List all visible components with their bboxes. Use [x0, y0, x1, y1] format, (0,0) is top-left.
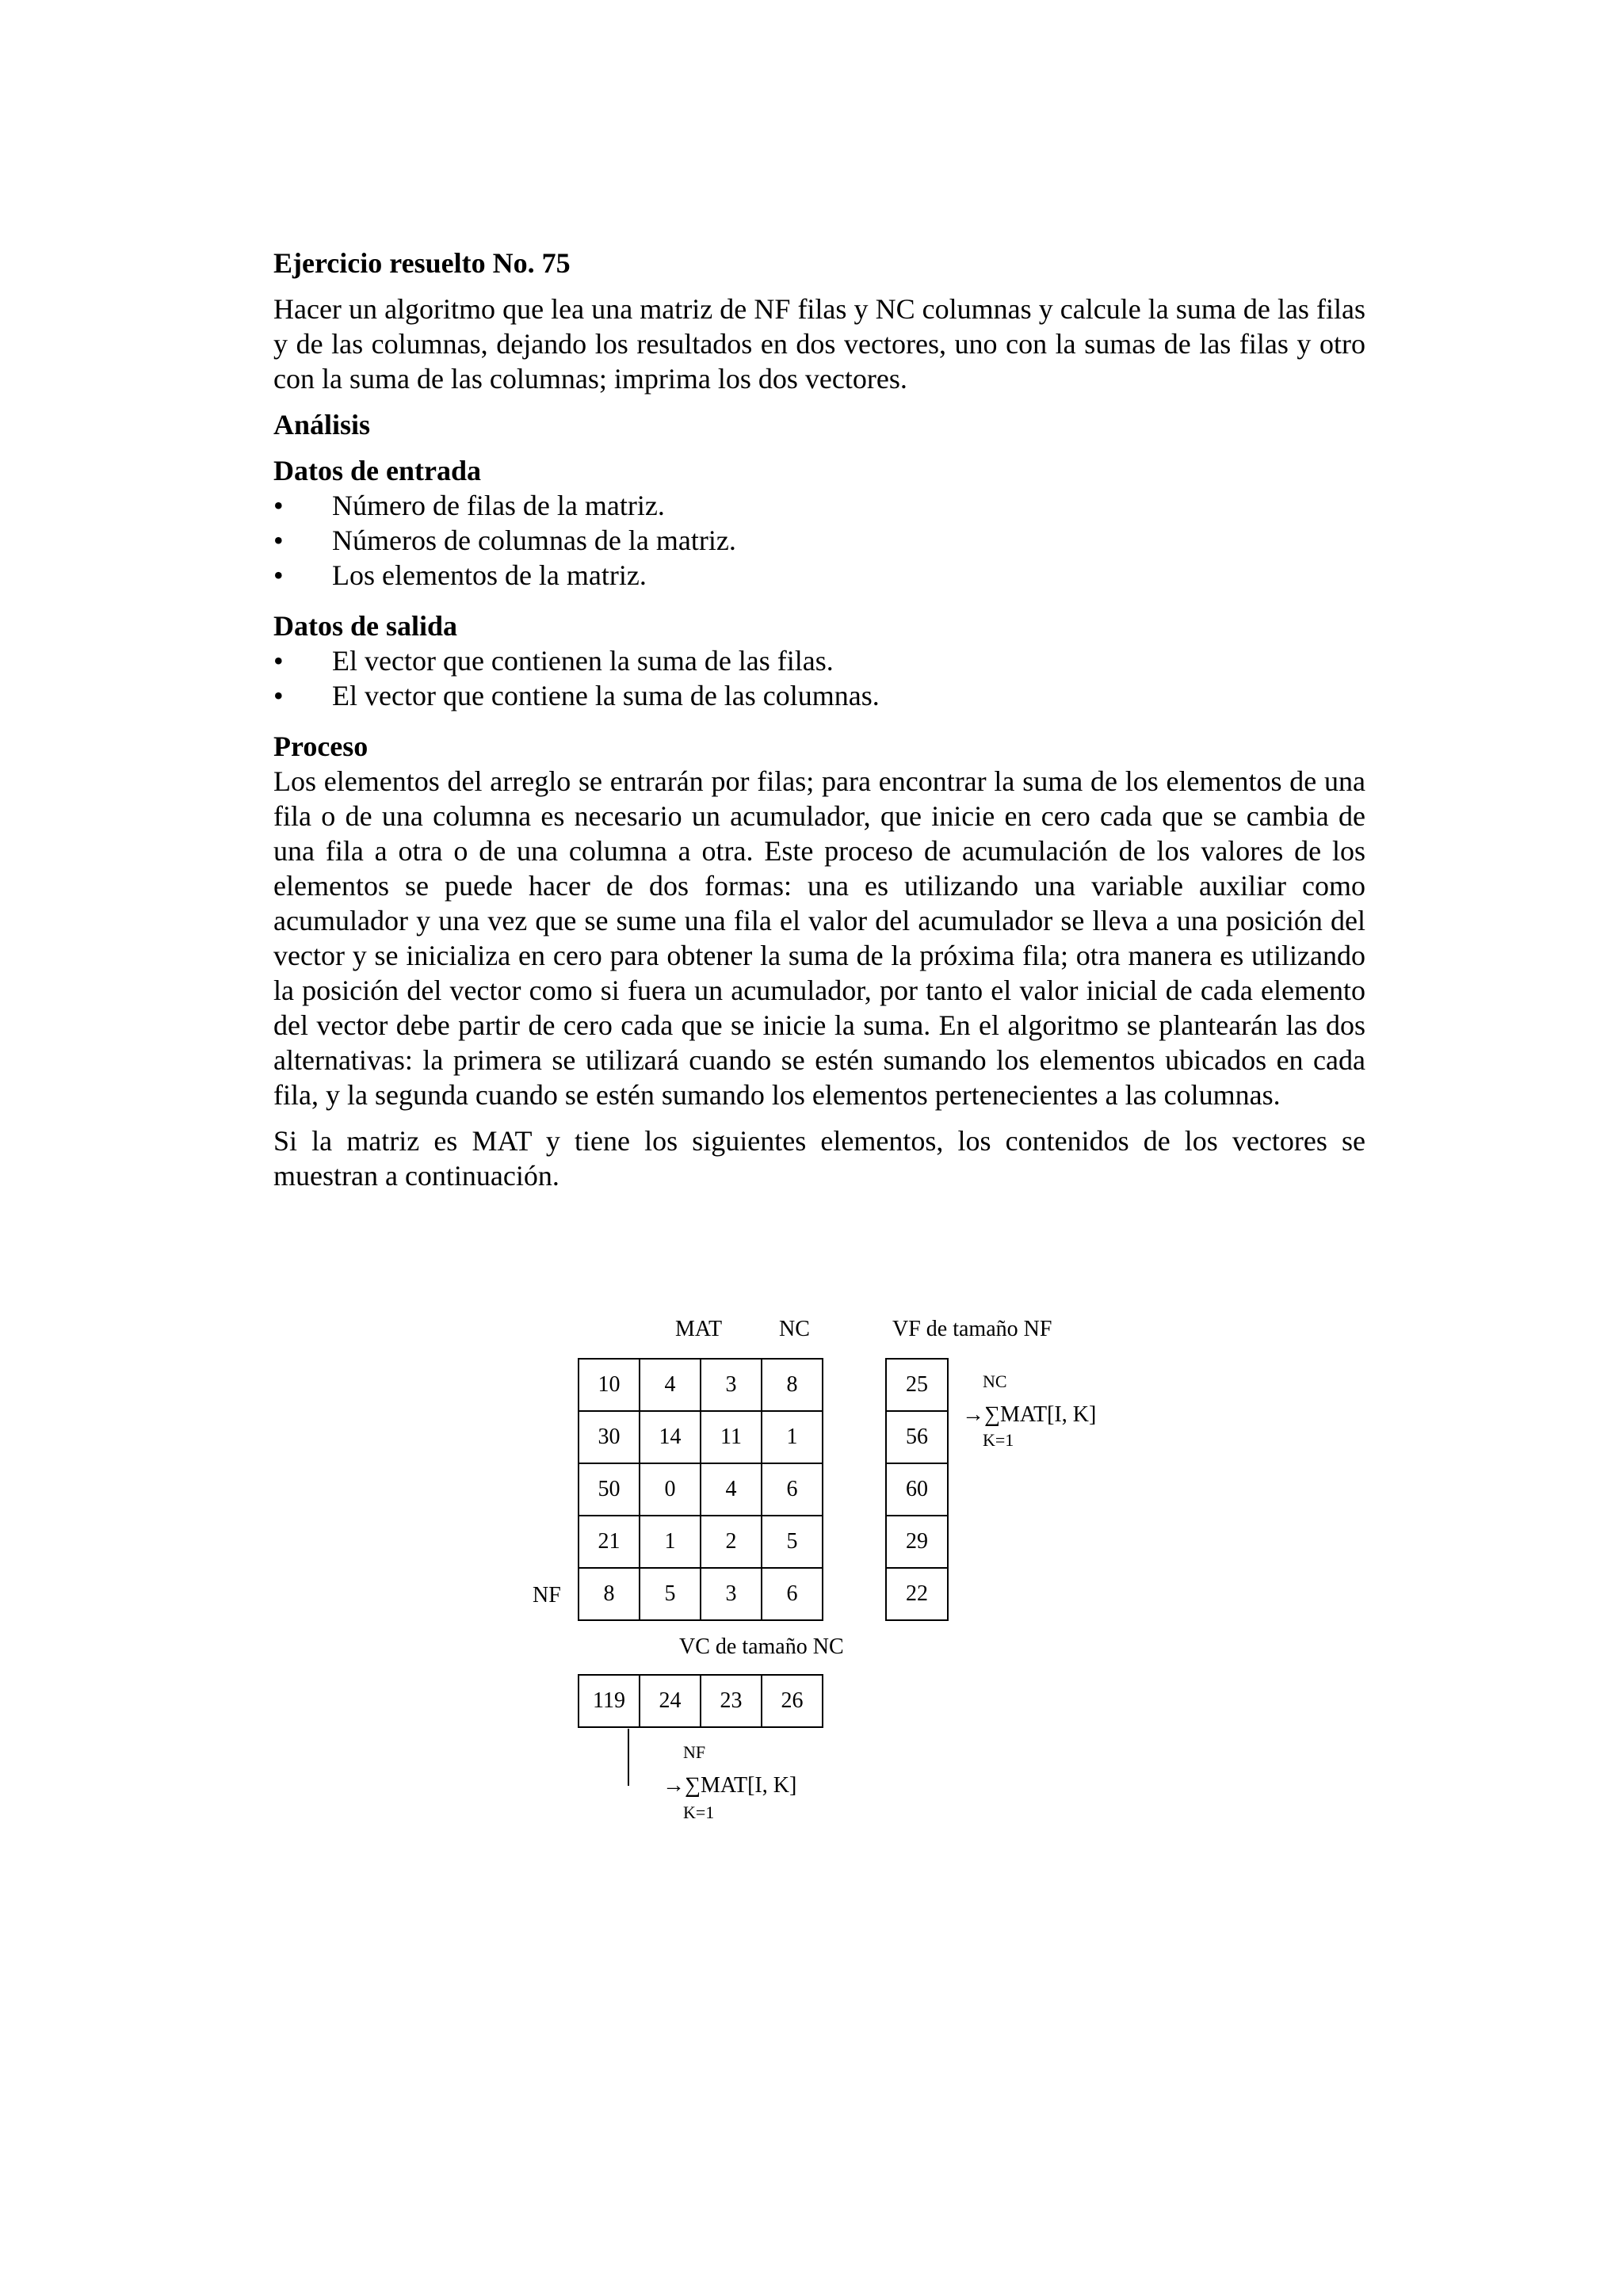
bullet: •: [273, 680, 284, 711]
list-item: • Los elementos de la matriz.: [273, 559, 647, 591]
analisis-heading: Análisis: [273, 409, 371, 441]
table-cell: 2: [701, 1516, 762, 1568]
table-cell: 6: [762, 1568, 823, 1620]
col-formula-upper: NF: [683, 1742, 706, 1762]
vc-vector: [578, 1674, 823, 1728]
list-item: • El vector que contiene la suma de las columnas.: [273, 680, 880, 711]
table-cell: 0: [640, 1463, 701, 1516]
table-cell: 3: [701, 1568, 762, 1620]
table-cell: 5: [762, 1516, 823, 1568]
table-cell: 6: [762, 1463, 823, 1516]
col-formula-lower: K=1: [683, 1802, 715, 1822]
table-cell: 4: [640, 1359, 701, 1411]
exercise-title: Ejercicio resuelto No. 75: [273, 247, 571, 279]
matrix-table: [578, 1358, 823, 1621]
table-row: [886, 1463, 948, 1516]
vf-vector: [885, 1358, 949, 1621]
table-cell: 1: [640, 1516, 701, 1568]
table-cell: 22: [886, 1568, 948, 1620]
proceso-heading: Proceso: [273, 730, 369, 762]
table-cell: 11: [701, 1411, 762, 1463]
table-cell: 30: [579, 1411, 640, 1463]
table-row: [579, 1359, 823, 1411]
col-formula-expr: →∑MAT[I, K]: [663, 1773, 797, 1798]
proceso-paragraph-1: Los elementos del arreglo se entrarán por filas; para encontrar la suma de los elementos de una fila o de una columna es necesario un acumulador, que inicie en cero cada que se cambia de una fila a otra o de una columna a otra. Este proceso de acumulación de los valores de los elementos se puede hacer de dos formas: una es utilizando una variable auxiliar como acumulador y una vez que se sume una fila el valor del acumulador se lleva a una posición del vector y se inicializa en cero para obtener la suma de la próxima fila; otra manera es utilizando la posición del vector como si fuera un acumulador, por tanto el valor inicial de cada elemento del vector debe partir de cero cada que se inicie la suma. En el algoritmo se plantearán las dos alternativas: la primera se utilizará cuando se estén sumando los elementos ubicados en cada fila, y la segunda cuando se estén sumando los elementos pertenecientes a las columnas.: [273, 765, 1365, 1111]
table-row: [886, 1568, 948, 1620]
table-row: [579, 1568, 823, 1620]
table-cell: 5: [640, 1568, 701, 1620]
table-cell: 8: [579, 1568, 640, 1620]
table-cell: 50: [579, 1463, 640, 1516]
nf-label: NF: [533, 1583, 561, 1608]
salida-heading: Datos de salida: [273, 610, 458, 642]
bullet: •: [273, 645, 284, 677]
bullet: •: [273, 524, 284, 556]
table-row: [579, 1463, 823, 1516]
entrada-list: [273, 488, 1365, 593]
row-formula-lower: K=1: [983, 1430, 1014, 1450]
table-row: [886, 1411, 948, 1463]
table-cell: 10: [579, 1359, 640, 1411]
table-cell: 24: [640, 1675, 701, 1727]
vf-label: VF de tamaño NF: [892, 1317, 1052, 1341]
table-row: [579, 1411, 823, 1463]
table-cell: 60: [886, 1463, 948, 1516]
table-cell: 25: [886, 1359, 948, 1411]
bullet: •: [273, 559, 284, 591]
table-cell: 3: [701, 1359, 762, 1411]
intro-paragraph: Hacer un algoritmo que lea una matriz de NF filas y NC columnas y calcule la suma de las filas y de las columnas, dejando los resultados en dos vectores, uno con la sumas de las filas y otro con la suma de las columnas; imprima los dos vectores.: [273, 293, 1365, 395]
table-cell: 1: [762, 1411, 823, 1463]
row-formula-upper: NC: [983, 1371, 1007, 1391]
table-cell: 21: [579, 1516, 640, 1568]
table-row: [579, 1516, 823, 1568]
entrada-heading: Datos de entrada: [273, 455, 481, 486]
list-item: • Números de columnas de la matriz.: [273, 524, 736, 556]
table-cell: 56: [886, 1411, 948, 1463]
vc-label: VC de tamaño NC: [679, 1634, 844, 1659]
table-cell: 14: [640, 1411, 701, 1463]
list-item: • El vector que contienen la suma de las filas.: [273, 645, 834, 677]
mat-label: MAT: [675, 1317, 723, 1341]
nc-label: NC: [779, 1317, 810, 1341]
list-item: • Número de filas de la matriz.: [273, 490, 665, 521]
table-row: [579, 1675, 823, 1727]
salida-list: [273, 643, 1365, 713]
table-cell: 23: [701, 1675, 762, 1727]
table-cell: 8: [762, 1359, 823, 1411]
table-row: [886, 1516, 948, 1568]
table-cell: 119: [579, 1675, 640, 1727]
table-cell: 4: [701, 1463, 762, 1516]
proceso-paragraph-2: Si la matriz es MAT y tiene los siguientes elementos, los contenidos de los vectores se muestran a continuación.: [273, 1125, 1365, 1192]
table-row: [886, 1359, 948, 1411]
bullet: •: [273, 490, 284, 521]
table-cell: 29: [886, 1516, 948, 1568]
vc-pointer-line: [628, 1729, 629, 1786]
table-cell: 26: [762, 1675, 823, 1727]
row-formula-expr: →∑MAT[I, K]: [962, 1402, 1097, 1427]
document-body: [273, 246, 1365, 1193]
